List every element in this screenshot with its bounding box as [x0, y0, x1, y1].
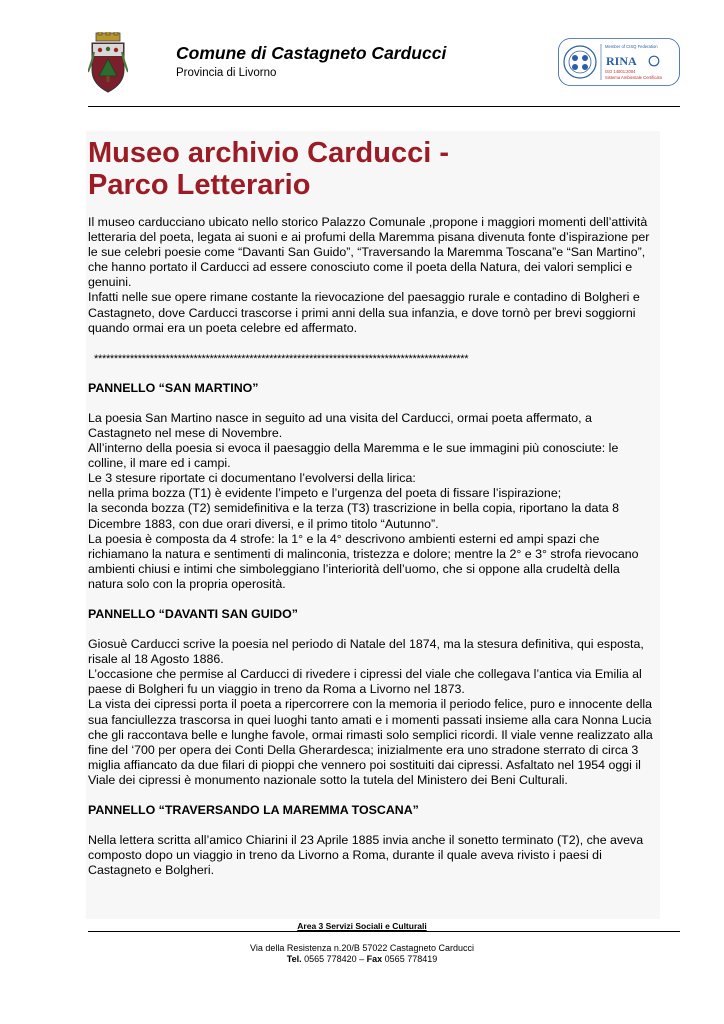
rina-certification-icon: [558, 38, 680, 86]
footer-divider: [88, 931, 680, 932]
section-paragraph: All’interno della poesia si evoca il paesaggio della Maremma e le sue immagini più conosciute: le colline, il mare ed i campi.: [88, 441, 619, 471]
footer-contacts: [0, 954, 724, 964]
section-paragraph: Le 3 stesure riportate ci documentano l’evolversi della lirica:: [88, 471, 416, 486]
page-title-line2: Parco Letterario: [88, 169, 311, 201]
section-heading-traversando-la-maremma: PANNELLO “TRAVERSANDO LA MAREMMA TOSCANA”: [88, 803, 419, 817]
cert-iso-text: ISO 14001:2004: [605, 69, 636, 74]
section-separator: **********************************************************************************************: [94, 352, 469, 365]
page-title: [88, 137, 657, 201]
municipal-crest-icon: [88, 32, 128, 94]
fax-number: 0565 778419: [382, 954, 438, 964]
section-paragraph: Nella lettera scritta all’amico Chiarini il 23 Aprile 1885 invia anche il sonetto terminato (T2), che aveva composto dopo un viaggio in treno da Livorno a Roma, durante il quale aveva rivisto i paesi di Castagneto e Bolgheri.: [88, 833, 644, 878]
footer-department-label: Area 3 Servizi Sociali e Culturali: [297, 921, 427, 931]
tel-number: 0565 778420 –: [301, 954, 367, 964]
document-body: [86, 131, 660, 919]
footer-address: Via della Resistenza n.20/B 57022 Castagneto Carducci: [250, 943, 474, 953]
cert-system-text: Sistema Ambientale Certificato: [605, 75, 663, 80]
section-paragraph: nella prima bozza (T1) è evidente l’impeto e l’urgenza del poeta di fissare l’ispirazione;: [88, 486, 562, 501]
section-paragraph: L’occasione che permise al Carducci di rivedere i cipressi del viale che collegava l’antica via Emilia al paese di Bolgheri fu un viaggio in treno da Roma a Livorno nel 1873.: [88, 667, 642, 697]
fax-label: Fax: [366, 954, 383, 964]
section-paragraph: La poesia è composta da 4 strofe: la 1° e la 4° descrivono ambienti esterni ed ampi spazi che richiamano la natura e sentimenti di malinconia, tristezza e dolore; mentre la 2° e 3° strofa rievocano ambienti chiusi e intimi che simboleggiano l’interiorità dell’uomo, che si oppone alla crudeltà della natura solo con la propria operosità.: [88, 531, 639, 591]
cert-member-text: Member of CISQ Federation: [605, 44, 658, 49]
section-paragraph: La poesia San Martino nasce in seguito ad una visita del Carducci, ormai poeta affermato, a Castagneto nel mese di Novembre.: [88, 410, 592, 440]
tel-label: Tel.: [286, 954, 302, 964]
section-paragraph: Giosuè Carducci scrive la poesia nel periodo di Natale del 1874, ma la stesura definitiva, qui esposta, risale al 18 Agosto 1886.: [88, 637, 644, 667]
intro-paragraph: Infatti nelle sue opere rimane costante la rievocazione del paesaggio rurale e contadino di Bolgheri e Castagneto, dove Carducci trascorse i primi anni della sua infanzia, e dove tornò per brevi soggiorni quando ormai era un poeta celebre ed affermato.: [88, 290, 640, 335]
section-heading-san-martino: PANNELLO “SAN MARTINO”: [88, 380, 259, 395]
municipality-title: Comune di Castagneto Carducci: [176, 43, 447, 63]
page-title-line1: Museo archivio Carducci -: [88, 137, 449, 169]
section-paragraph: la seconda bozza (T2) semidefinitiva e la terza (T3) trascrizione in bella copia, riportano la data 8 Dicembre 1883, con due orari diversi, e il primo titolo “Autunno”.: [88, 501, 619, 531]
page-header: [88, 30, 680, 108]
province-subtitle: Provincia di Livorno: [176, 67, 277, 79]
section-heading-davanti-san-guido: PANNELLO “DAVANTI SAN GUIDO”: [88, 606, 298, 621]
intro-paragraph: Il museo carducciano ubicato nello storico Palazzo Comunale ,propone i maggiori momenti dell’attività letteraria del poeta, legata ai suoni e ai profumi della Maremma pisana divenuta fonte d’ispirazione per le sue celebri poesie come “Davanti San Guido”, “Traversando la Maremma Toscana”e “San Martino”, che hanno portato il Carducci ad essere conosciuto come il poeta della Natura, dei valori semplici e genuini.: [88, 215, 650, 290]
section-paragraph: La vista dei cipressi porta il poeta a ripercorrere con la memoria il periodo felice, puro e innocente della sua fanciullezza trascorsa in quei luoghi tanto amati e i momenti passati insieme alla cara Nonna Lucia che gli raccontava belle e lunghe favole, ormai rimasti solo semplici ricordi. Il viale venne realizzato alla fine del ‘700 per opera dei Conti Della Gherardesca; inizialmente era uno stradone sterrato di circa 3 miglia affiancato da due filari di pioppi che vennero poi sostituiti dai cipressi. Asfaltato nel 1954 oggi il Viale dei cipressi è monumento nazionale sotto la tutela del Ministero dei Beni Culturali.: [88, 697, 653, 787]
header-divider: [88, 106, 680, 107]
cert-brand-text: RINA: [606, 54, 637, 68]
